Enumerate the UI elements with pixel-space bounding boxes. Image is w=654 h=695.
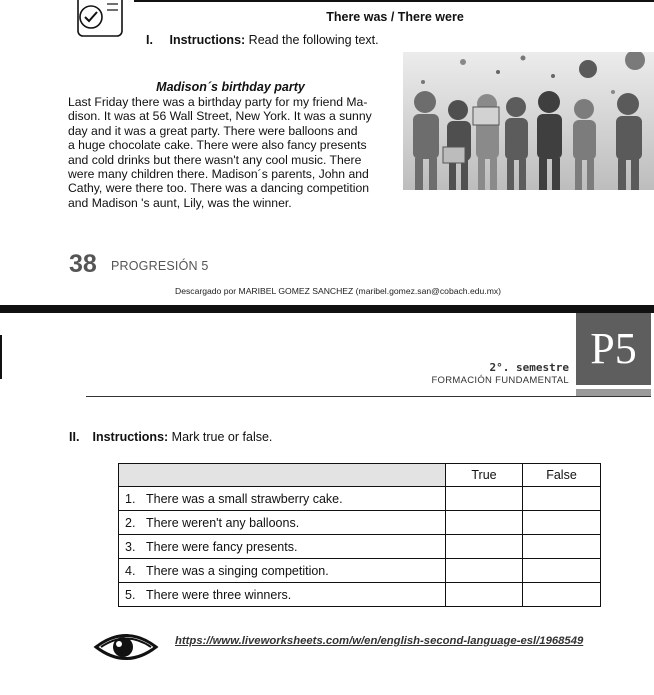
page-number: 38: [69, 250, 97, 278]
header-rule: [86, 396, 651, 397]
margin-mark: [0, 335, 2, 379]
false-cell[interactable]: [523, 535, 601, 559]
party-children-photo: [403, 52, 654, 190]
false-cell[interactable]: [523, 559, 601, 583]
false-cell[interactable]: [523, 583, 601, 607]
progresion-label: PROGRESIÓN 5: [111, 259, 209, 273]
true-cell[interactable]: [446, 511, 523, 535]
row-number: 2.: [125, 515, 136, 530]
table-row: [119, 583, 601, 607]
statement-cell: [119, 511, 446, 535]
checklist-icon: [74, 0, 128, 40]
page-divider: [0, 305, 654, 313]
false-cell[interactable]: [523, 487, 601, 511]
story-line: day and it was a great party. There were balloons and: [68, 123, 358, 138]
true-false-table: [118, 463, 601, 607]
true-cell[interactable]: [446, 487, 523, 511]
statement-cell: [119, 559, 446, 583]
statement-cell: [119, 487, 446, 511]
statement-header: [119, 464, 446, 487]
false-cell[interactable]: [523, 511, 601, 535]
instructions-1: [146, 33, 379, 47]
story-line: and cold drinks but there wasn't any cool music. There: [68, 152, 362, 167]
semestre-label: 2°. semestre: [489, 361, 569, 374]
row-number: 5.: [125, 587, 136, 602]
download-credit: Descargado por MARIBEL GOMEZ SANCHEZ (maribel.gomez.san@cobach.edu.mx): [175, 286, 502, 296]
row-number: 4.: [125, 563, 136, 578]
top-rule: [134, 0, 654, 2]
story-line: Last Friday there was a birthday party for my friend Ma-: [68, 95, 368, 109]
page-title: There was / There were: [326, 10, 464, 24]
table-header-row: [119, 464, 601, 487]
story-line: and Madison 's aunt, Lily, was the winner.: [68, 195, 292, 210]
statement-text: There was a small strawberry cake.: [146, 491, 343, 506]
row-number: 3.: [125, 539, 136, 554]
instructions-label: Instructions:: [92, 430, 169, 444]
formacion-label: FORMACIÓN FUNDAMENTAL: [431, 375, 569, 386]
row-number: 1.: [125, 491, 136, 506]
true-header: True: [446, 464, 523, 487]
story-line: a huge chocolate cake. There were also fancy presents: [68, 138, 367, 153]
story-line: dison. It was at 56 Wall Street, New York. It was a sunny: [68, 109, 372, 124]
eye-icon: [93, 630, 159, 664]
false-header: False: [523, 464, 601, 487]
instructions-text: Mark true or false.: [171, 430, 273, 444]
statement-text: There were fancy presents.: [146, 539, 298, 554]
progresion-badge: P5: [576, 313, 651, 385]
section-number: II.: [69, 430, 80, 444]
instructions-2: [69, 430, 272, 444]
story-line: Cathy, were there too. There was a dancing competition: [68, 181, 370, 196]
story-line: were many children there. Madison´s parents, John and: [68, 167, 369, 182]
statement-cell: [119, 583, 446, 607]
story-text: [68, 95, 393, 210]
table-row: [119, 559, 601, 583]
statement-text: There were three winners.: [146, 587, 292, 602]
true-cell[interactable]: [446, 583, 523, 607]
instructions-text: Read the following text.: [248, 33, 379, 47]
statement-cell: [119, 535, 446, 559]
table-row: [119, 511, 601, 535]
section-number: I.: [146, 33, 153, 47]
true-cell[interactable]: [446, 535, 523, 559]
statement-text: There weren't any balloons.: [146, 515, 300, 530]
worksheet-link[interactable]: https://www.liveworksheets.com/w/en/english-second-language-esl/1968549: [175, 635, 584, 647]
table-row: [119, 487, 601, 511]
story-title: Madison´s birthday party: [156, 80, 305, 94]
statement-text: There was a singing competition.: [146, 563, 329, 578]
instructions-label: Instructions:: [169, 33, 246, 47]
true-cell[interactable]: [446, 559, 523, 583]
table-row: [119, 535, 601, 559]
